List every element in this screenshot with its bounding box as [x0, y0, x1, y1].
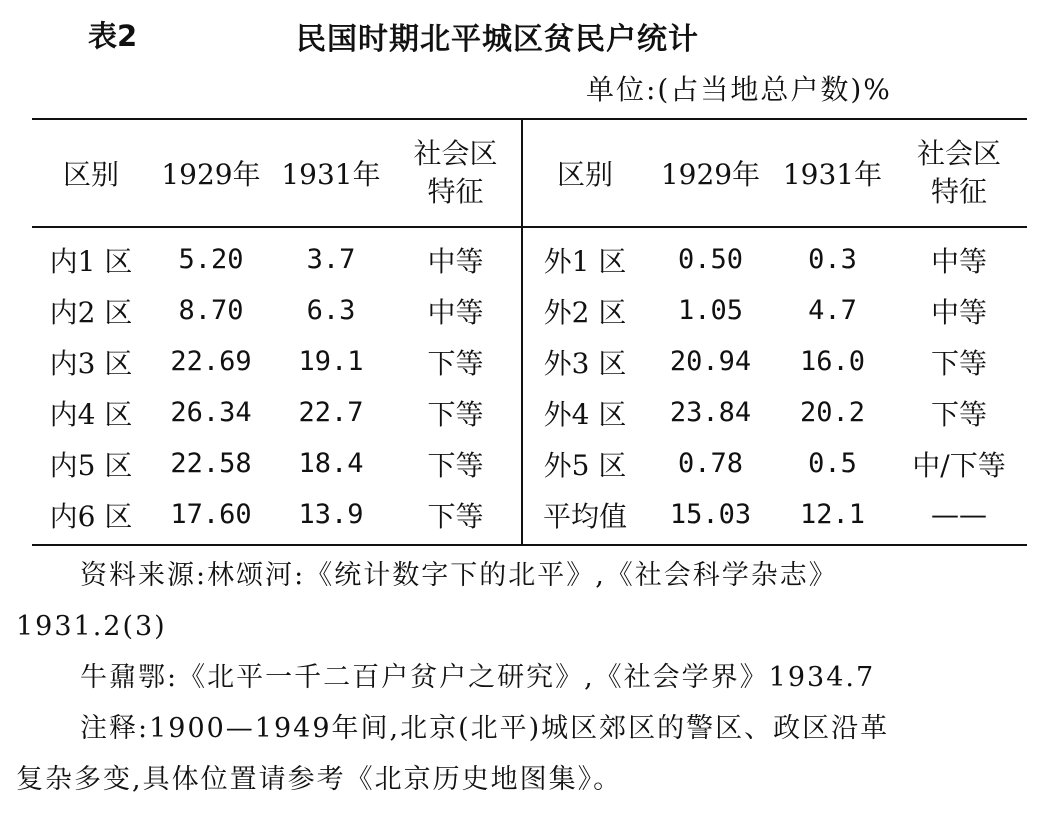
inner-feature-cell: 下等 [427, 346, 484, 380]
outer-feature-cell: 中等 [930, 244, 987, 278]
outer-1929-cell: 23.84 [669, 397, 752, 428]
inner-feature-cell: 中等 [427, 295, 484, 329]
table-row [32, 285, 1027, 336]
inner-district-cell: 内6 区 [49, 499, 133, 533]
inner-1931-cell: 18.4 [298, 448, 364, 479]
outer-1929-cell: 0.78 [677, 448, 744, 479]
inner-1929-cell: 22.58 [170, 448, 252, 479]
header-1931-left: 1931年 [272, 119, 390, 227]
inner-district-cell: 内3 区 [49, 346, 133, 380]
table-row [32, 336, 1027, 387]
inner-feature-cell: 下等 [427, 397, 484, 431]
average-feature-cell: —— [931, 498, 987, 531]
inner-district-cell: 内4 区 [49, 397, 133, 431]
header-feature-line2: 特征 [930, 175, 987, 208]
average-label-cell: 平均值 [522, 489, 647, 545]
header-1929-left: 1929年 [150, 119, 272, 227]
table-number: 表2 [88, 19, 138, 53]
outer-1931-cell: 0.5 [808, 448, 857, 479]
source-line-2: 1931.2(3) [16, 611, 167, 642]
inner-1929-cell: 8.70 [178, 295, 244, 326]
outer-feature-cell: 中/下等 [912, 448, 1006, 482]
note-line-1: 注释:1900—1949年间,北京(北平)城区郊区的警区、政区沿革 [80, 713, 890, 744]
outer-1929-cell: 1.05 [677, 295, 744, 326]
outer-1931-cell: 20.2 [799, 397, 866, 428]
source-line-1: 资料来源:林颂河:《统计数字下的北平》,《社会科学杂志》 [80, 560, 838, 591]
header-1929-right: 1929年 [647, 119, 774, 227]
inner-1929-cell: 17.60 [170, 499, 252, 530]
table-row [32, 227, 1027, 285]
average-1929-cell: 15.03 [669, 499, 752, 530]
inner-1931-cell: 22.7 [298, 397, 364, 428]
inner-feature-cell: 中等 [427, 244, 484, 278]
inner-1929-cell: 5.20 [178, 244, 244, 275]
outer-feature-cell: 中等 [930, 295, 987, 329]
source-line-3: 牛鼐鄂:《北平一千二百户贫户之研究》,《社会学界》1934.7 [80, 662, 876, 693]
header-feature-line1: 社会区 [413, 137, 498, 170]
outer-1931-cell: 4.7 [808, 295, 857, 326]
outer-1929-cell: 0.50 [677, 244, 744, 275]
outer-district-cell: 外5 区 [522, 438, 647, 489]
header-1931-right: 1931年 [774, 119, 891, 227]
header-feature-line2: 特征 [427, 175, 484, 208]
table-row [32, 489, 1027, 545]
header-feature-left [390, 119, 522, 227]
header-district-right: 区别 [522, 119, 647, 227]
table-row [32, 387, 1027, 438]
inner-feature-cell: 下等 [427, 448, 484, 482]
inner-district-cell: 内1 区 [49, 244, 133, 278]
inner-1931-cell: 3.7 [306, 244, 356, 275]
header-district-left: 区别 [32, 119, 150, 227]
outer-1929-cell: 20.94 [669, 346, 752, 377]
inner-1931-cell: 19.1 [298, 346, 364, 377]
inner-district-cell: 内5 区 [49, 448, 133, 482]
header-feature-line1: 社会区 [916, 137, 1001, 170]
table-header-row [32, 119, 1027, 227]
average-1931-cell: 12.1 [799, 499, 866, 530]
poverty-statistics-table [32, 118, 1027, 546]
note-line-2: 复杂多变,具体位置请参考《北京历史地图集》。 [16, 764, 623, 795]
outer-feature-cell: 下等 [930, 397, 987, 431]
unit-note: 单位:(占当地总户数)% [586, 73, 892, 106]
table-row [32, 438, 1027, 489]
outer-1931-cell: 16.0 [799, 346, 866, 377]
outer-feature-cell: 下等 [930, 346, 987, 380]
inner-1931-cell: 13.9 [298, 499, 364, 530]
inner-1929-cell: 26.34 [170, 397, 252, 428]
header-feature-right [891, 119, 1027, 227]
notes-block [16, 550, 1046, 805]
inner-feature-cell: 下等 [427, 499, 484, 533]
inner-district-cell: 内2 区 [49, 295, 133, 329]
outer-district-cell: 外1 区 [522, 227, 647, 285]
outer-district-cell: 外3 区 [522, 336, 647, 387]
outer-district-cell: 外4 区 [522, 387, 647, 438]
table-title: 民国时期北平城区贫民户统计 [296, 22, 699, 57]
inner-1929-cell: 22.69 [170, 346, 252, 377]
outer-1931-cell: 0.3 [808, 244, 857, 275]
inner-1931-cell: 6.3 [306, 295, 356, 326]
outer-district-cell: 外2 区 [522, 285, 647, 336]
